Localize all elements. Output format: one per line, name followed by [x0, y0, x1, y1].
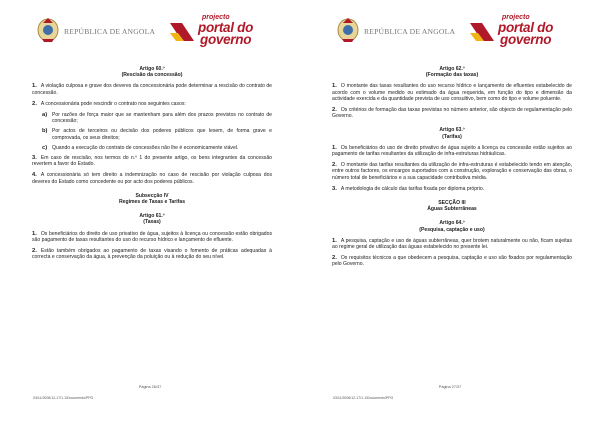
paragraph — [32, 172, 272, 184]
article-subtitle: (Tarifas) — [442, 133, 462, 140]
paragraph — [332, 145, 572, 157]
page-header — [32, 13, 270, 49]
paragraph — [32, 231, 272, 243]
list-item-label: a) — [42, 112, 48, 119]
paragraph-text: Os beneficiários do direito de uso privativo de água, sujeitos à licença ou concessão estão obrigados são pagamento de taxas resultantes do uso do recurso hídrico e lançamento de efluente. — [32, 230, 272, 243]
subsection-title: Subsecção IV — [135, 192, 169, 199]
article-block — [332, 220, 572, 232]
paragraph-text: A concessionária só tem direito a indemnização no caso de rescisão por violação culposa dos deveres do Estado como concedente ou por acto dos poderes públicos. — [32, 172, 272, 185]
document-reference: 03/11/2006/12-17/1.1/Documento/PPG — [333, 396, 394, 400]
page-number: Página 26/37 — [138, 385, 162, 389]
paragraph-text: O montante das taxas resultantes do uso recurso hídrico e lançamento de efluentes estabelecido de acordo com o volume medido ou estimado da água requerida, em função do tipo e dimensão da actividade exercida e da quantidade prevista de uso consultivo, bem como do tipo e volume poluente. — [332, 83, 572, 102]
logo-governo-text: governo — [500, 32, 552, 47]
section-title: SECÇÃO III — [438, 200, 466, 207]
logo-governo-text: governo — [200, 32, 252, 47]
page-number: Página 27/37 — [438, 385, 462, 389]
logo-project-text: projecto — [202, 14, 230, 21]
portal-chevron-icon — [470, 19, 496, 45]
list-item-text: Quando a execução do contrato de concessões não lhe é economicamente viável. — [52, 144, 239, 151]
article-title: Artigo 62.º — [439, 66, 465, 72]
paragraph-text: Estão também obrigados ao pagamento de taxas visando o fomento de práticas adequadas à correcta e conservação da água, à prevenção da poluição ou à redução do seu nível. — [32, 248, 272, 261]
paragraph — [332, 186, 572, 192]
article-title: Artigo 64.º — [439, 220, 465, 227]
paragraph-number: 2. — [32, 100, 37, 107]
paragraph — [32, 155, 272, 167]
article-title: Artigo 63.º — [439, 127, 465, 134]
paragraph-number: 2. — [32, 248, 37, 255]
page-header — [332, 13, 570, 49]
article-block — [332, 127, 572, 139]
paragraph-text: A violação culposa e grave dos deveres da concessionária pode determinar a rescisão do contrato de concessão. — [32, 83, 272, 96]
article-subtitle: (Formação das taxas) — [425, 72, 479, 79]
list-item-label: b) — [42, 128, 48, 135]
section-subtitle: Águas Subterrâneas — [427, 206, 477, 213]
page-body — [32, 66, 272, 265]
section-heading — [332, 200, 572, 212]
paragraph-text: Os critérios de formação das taxas previstas no número anterior, são objecto de regulamentação pelo Governo. — [332, 107, 572, 120]
list-item — [44, 145, 272, 151]
page-right — [300, 0, 600, 424]
paragraph — [332, 162, 572, 181]
paragraph-number: 1. — [332, 83, 337, 90]
paragraph-number: 4. — [32, 172, 37, 179]
article-title: Artigo 60.º — [139, 66, 165, 72]
angola-emblem-icon — [36, 15, 60, 43]
paragraph-text: O montante das tarifas resultantes da utilização de infra-estruturas é estabelecido tendo em atenção, entre outros factores, os encargos suportados com a construção, exploração e conservação das obras, o número total de beneficiários e a sua capacidade contributiva média. — [332, 162, 572, 181]
republic-label: REPÚBLICA DE ANGOLA — [64, 27, 156, 36]
paragraph-number: 3. — [332, 185, 337, 192]
list-item-label: c) — [42, 144, 48, 151]
paragraph-text: Em caso de rescisão, nos termos do n.º 1 do presente artigo, os bens integrantes da concessão revertem a favor do Estado. — [32, 155, 272, 168]
paragraph — [32, 248, 272, 260]
portal-chevron-icon — [170, 19, 196, 45]
paragraph-text: Os requisitos técnicos a que obedecem a pesquisa, captação e uso são fixados por regulamentação pelo Governo. — [332, 255, 572, 268]
paragraph — [32, 101, 272, 107]
article-subtitle: (Rescisão da concessão) — [121, 72, 183, 79]
paragraph-number: 2. — [332, 255, 337, 262]
list-item — [44, 112, 272, 124]
paragraph-number: 2. — [332, 162, 337, 169]
article-title: Artigo 61.º — [139, 213, 165, 220]
logo-portal-text: portal do — [198, 20, 254, 35]
paragraph — [332, 83, 572, 102]
paragraph-number: 1. — [332, 237, 337, 244]
article-block — [32, 213, 272, 225]
paragraph-number: 2. — [332, 107, 337, 114]
document-reference: 03/11/2006/12-17/1.1/Documento/PPG — [33, 396, 94, 400]
angola-emblem-icon — [336, 15, 360, 43]
list-item — [44, 128, 272, 140]
page-body — [332, 66, 572, 273]
paragraph-number: 1. — [332, 144, 337, 151]
paragraph-text: A metodologia de cálculo das tarifas fixada por diploma próprio. — [340, 185, 485, 192]
portal-logo — [170, 13, 280, 49]
list-item-text: Por actos de terceiros ou decisão dos poderes públicos que lesem, de forma grave e comprovada, os seus direitos; — [52, 128, 272, 141]
paragraph-number: 1. — [32, 230, 37, 237]
subsection-subtitle: Regimes de Taxas e Tarifas — [118, 199, 186, 206]
paragraph-number: 3. — [32, 155, 37, 162]
subsection-heading — [32, 193, 272, 205]
logo-project-text: projecto — [502, 14, 530, 21]
republic-label: REPÚBLICA DE ANGOLA — [364, 27, 456, 36]
paragraph — [32, 83, 272, 95]
paragraph-text: A pesquisa, captação e uso de águas subterrâneas, quer brotem naturalmente ou não, ficam sujeitas ao regime geral de utilização das águas estabelecido no presente lei. — [332, 237, 572, 251]
list-item-text: Por razões de força maior que se mantenham para além dos prazos previstos no contrato de concessão; — [52, 112, 272, 125]
paragraph-text: Os beneficiários do uso de direito privativo de água sujeito a licença ou concessão estão sujeitos ao pagamento de tarifas resultantes da utilização de infra-estruturas hidráulicas. — [332, 144, 572, 158]
paragraph-text: A concessionária pode rescindir o contrato nos seguintes casos: — [40, 100, 186, 107]
paragraph — [332, 107, 572, 119]
portal-logo — [470, 13, 580, 49]
article-subtitle: (Taxas) — [143, 219, 161, 226]
paragraph — [332, 255, 572, 267]
logo-portal-text: portal do — [498, 20, 554, 35]
paragraph-number: 1. — [32, 83, 37, 90]
paragraph — [332, 238, 572, 250]
article-subtitle: (Pesquisa, captação e uso) — [419, 226, 485, 233]
